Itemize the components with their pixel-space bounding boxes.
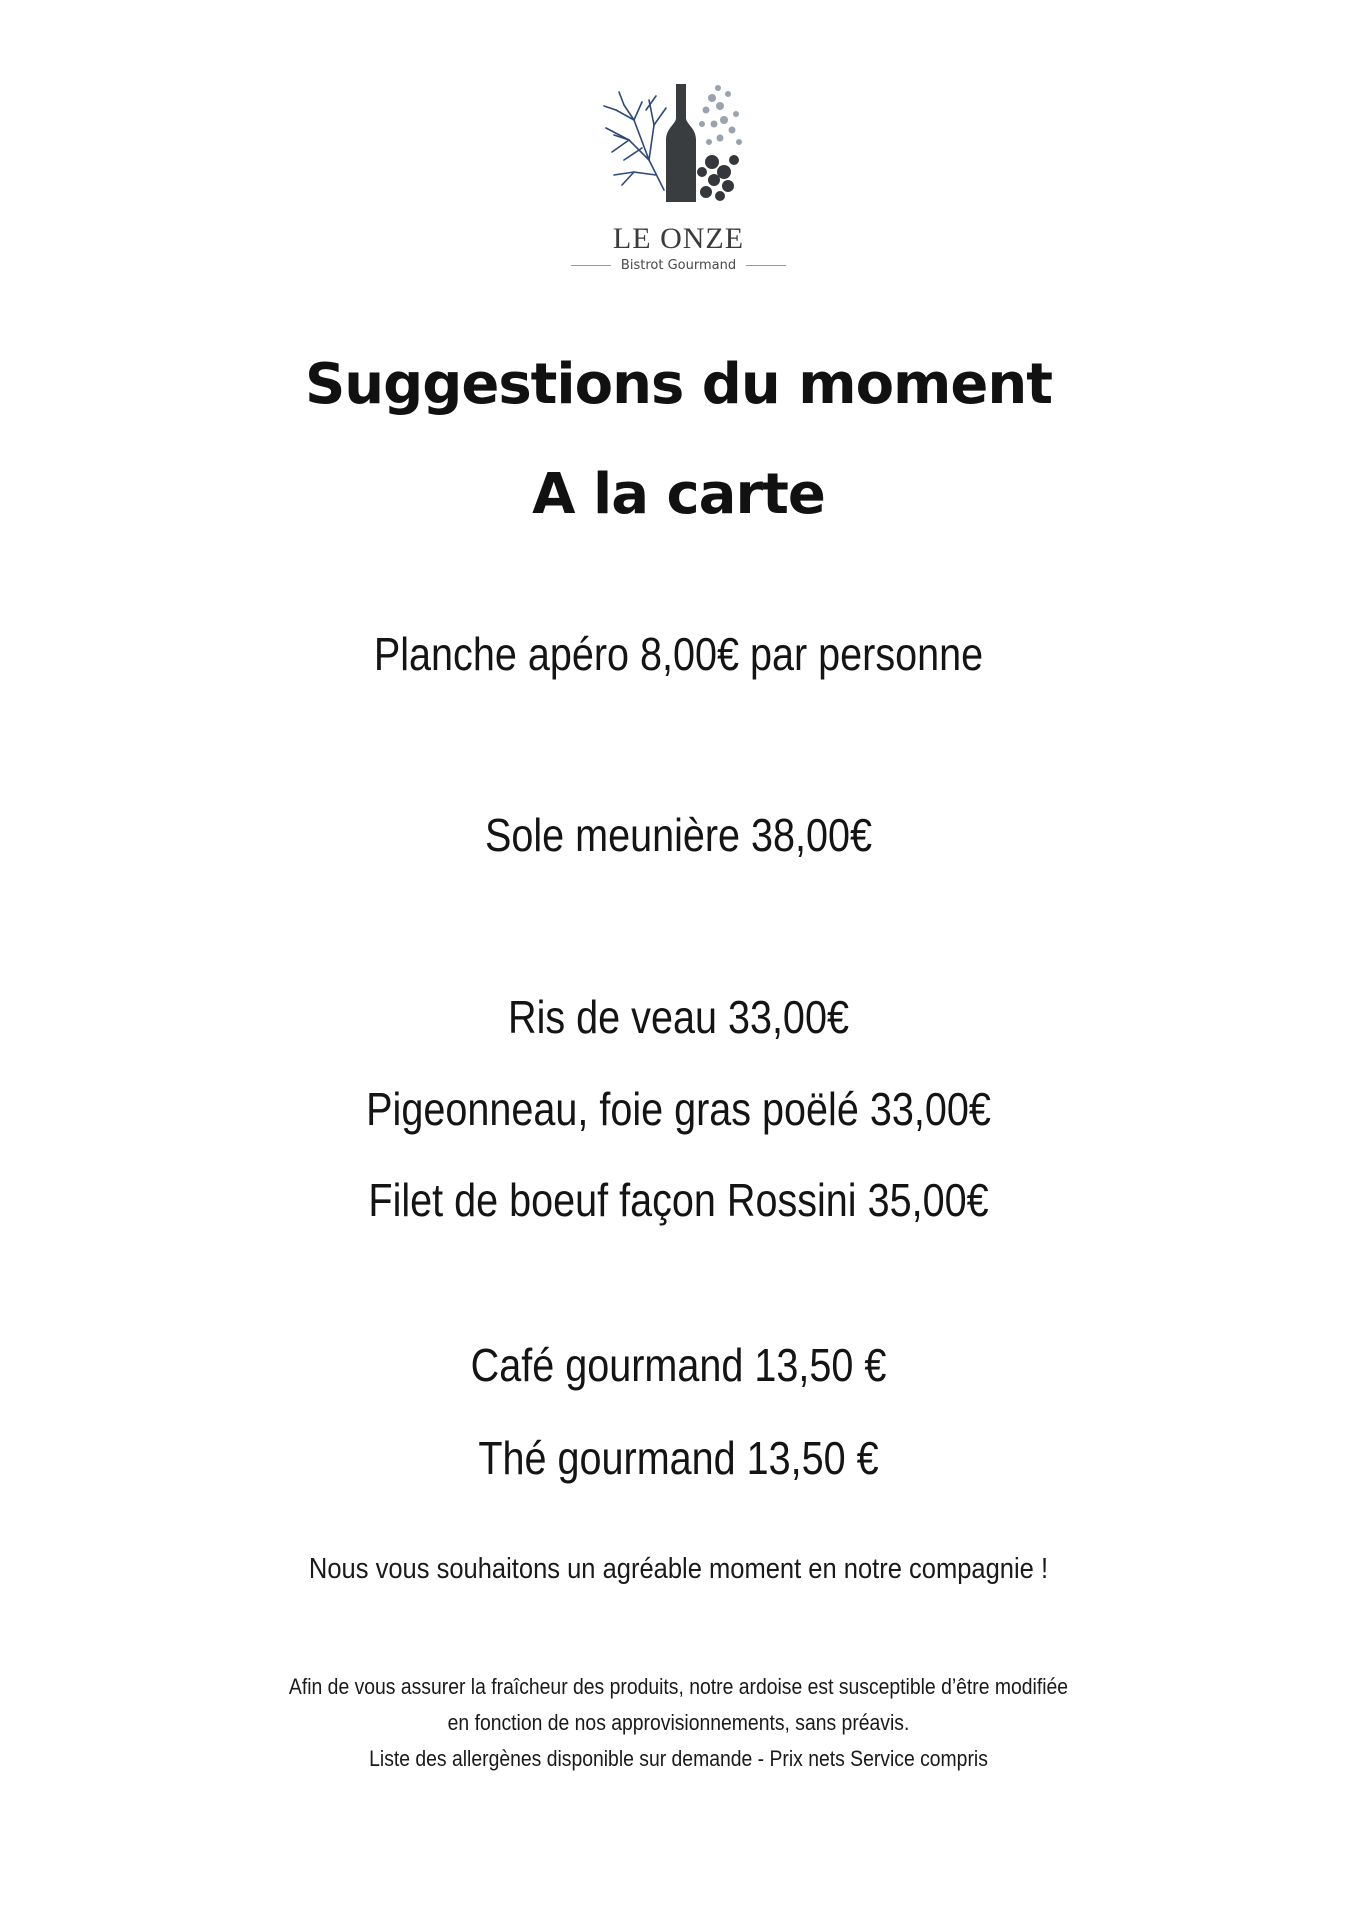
menu-item: Planche apéro 8,00€ par personne xyxy=(373,628,984,680)
menu-item: Pigeonneau, foie gras poëlé 33,00€ xyxy=(366,1083,991,1135)
page-subtitle: A la carte xyxy=(532,462,825,527)
page-title: Suggestions du moment xyxy=(304,352,1053,417)
footer-line: en fonction de nos approvisionnements, sans préavis. xyxy=(447,1710,910,1735)
restaurant-logo xyxy=(0,80,1357,280)
menu-item: Sole meunière 38,00€ xyxy=(484,809,873,861)
menu-item: Thé gourmand 13,50 € xyxy=(478,1432,879,1484)
brand-subtitle-row xyxy=(0,258,1357,273)
brand-subtitle: Bistrot Gourmand xyxy=(620,258,737,273)
footer-line: Liste des allergènes disponible sur demande - Prix nets Service compris xyxy=(369,1746,988,1771)
divider-line xyxy=(746,265,786,266)
divider-line xyxy=(571,265,611,266)
closing-message: Nous vous souhaitons un agréable moment en notre compagnie ! xyxy=(308,1553,1049,1585)
bottle-coral-logo-icon xyxy=(594,80,764,206)
brand-name: LE ONZE xyxy=(612,222,745,255)
menu-item: Filet de boeuf façon Rossini 35,00€ xyxy=(368,1174,989,1226)
menu-item: Ris de veau 33,00€ xyxy=(508,991,849,1043)
menu-item: Café gourmand 13,50 € xyxy=(470,1339,887,1391)
footer-line: Afin de vous assurer la fraîcheur des produits, notre ardoise est susceptible d’être modifiée xyxy=(288,1674,1069,1699)
